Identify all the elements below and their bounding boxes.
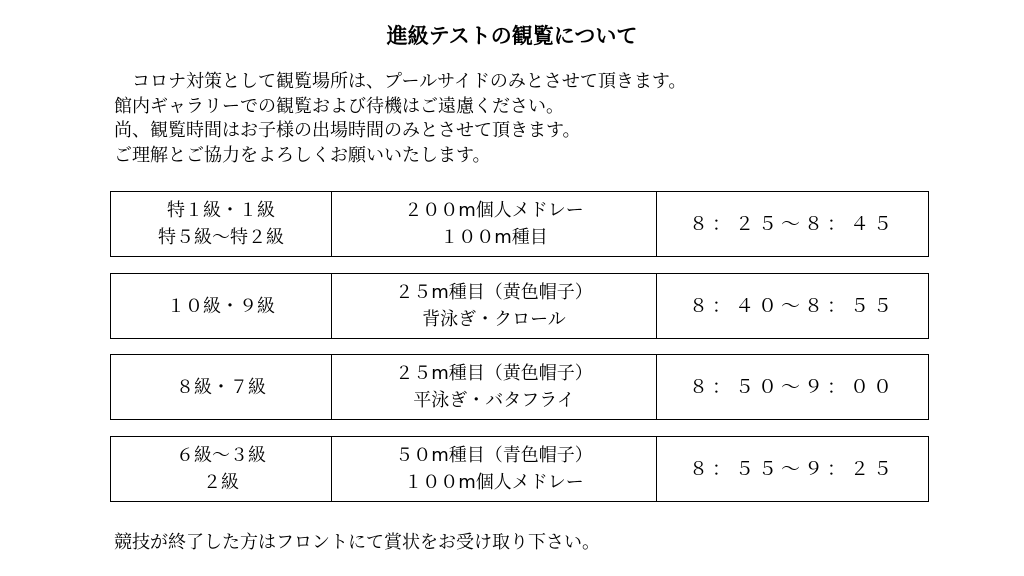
grade-label: 特１級・１級 <box>167 200 275 221</box>
grade-label: ８級・７級 <box>176 376 266 398</box>
event-cell <box>331 437 656 501</box>
event-cell <box>331 192 656 256</box>
event-cell <box>331 355 656 419</box>
time-cell <box>656 437 928 501</box>
event-label: ５０m種目（青色帽子） <box>395 445 593 466</box>
event-label: ２００m個人メドレー <box>404 200 584 221</box>
event-label: 背泳ぎ・クロール <box>422 309 566 330</box>
event-cell <box>331 274 656 338</box>
schedule-row <box>110 436 929 502</box>
schedule-row <box>110 354 929 420</box>
time-range: ８：５５～９：２５ <box>688 457 896 480</box>
grade-cell <box>111 437 331 501</box>
time-range: ８：４０～８：５５ <box>688 294 896 317</box>
page-title: 進級テストの観覧について <box>386 24 638 48</box>
event-label: ２５m種目（黄色帽子） <box>395 282 593 303</box>
notice-line: 尚、観覧時間はお子様の出場時間のみとさせて頂きます。 <box>114 120 581 141</box>
grade-label: １０級・９級 <box>167 295 275 317</box>
grade-label: 特５級～特２級 <box>158 227 284 248</box>
schedule-row <box>110 191 929 257</box>
notice-line: 館内ギャラリーでの観覧および待機はご遠慮ください。 <box>114 95 564 117</box>
grade-cell <box>111 355 331 419</box>
event-label: 平泳ぎ・バタフライ <box>413 390 575 411</box>
grade-label: ２級 <box>203 472 239 493</box>
event-label: １００m個人メドレー <box>404 472 584 493</box>
grade-cell <box>111 192 331 256</box>
notice-text <box>114 70 686 168</box>
grade-cell <box>111 274 331 338</box>
event-label: ２５m種目（黄色帽子） <box>395 363 593 384</box>
time-cell <box>656 192 928 256</box>
notice-line: コロナ対策として観覧場所は、プールサイドのみとさせて頂きます。 <box>132 71 687 92</box>
schedule-row <box>110 273 929 339</box>
time-cell <box>656 355 928 419</box>
footer-note: 競技が終了した方はフロントにて賞状をお受け取り下さい。 <box>114 532 600 553</box>
grade-label: ６級～３級 <box>176 445 266 466</box>
time-cell <box>656 274 928 338</box>
notice-line: ご理解とご協力をよろしくお願いいたします。 <box>114 144 491 166</box>
event-label: １００m種目 <box>440 227 548 248</box>
time-range: ８：５０～９：００ <box>688 375 896 398</box>
time-range: ８：２５～８：４５ <box>688 212 896 235</box>
